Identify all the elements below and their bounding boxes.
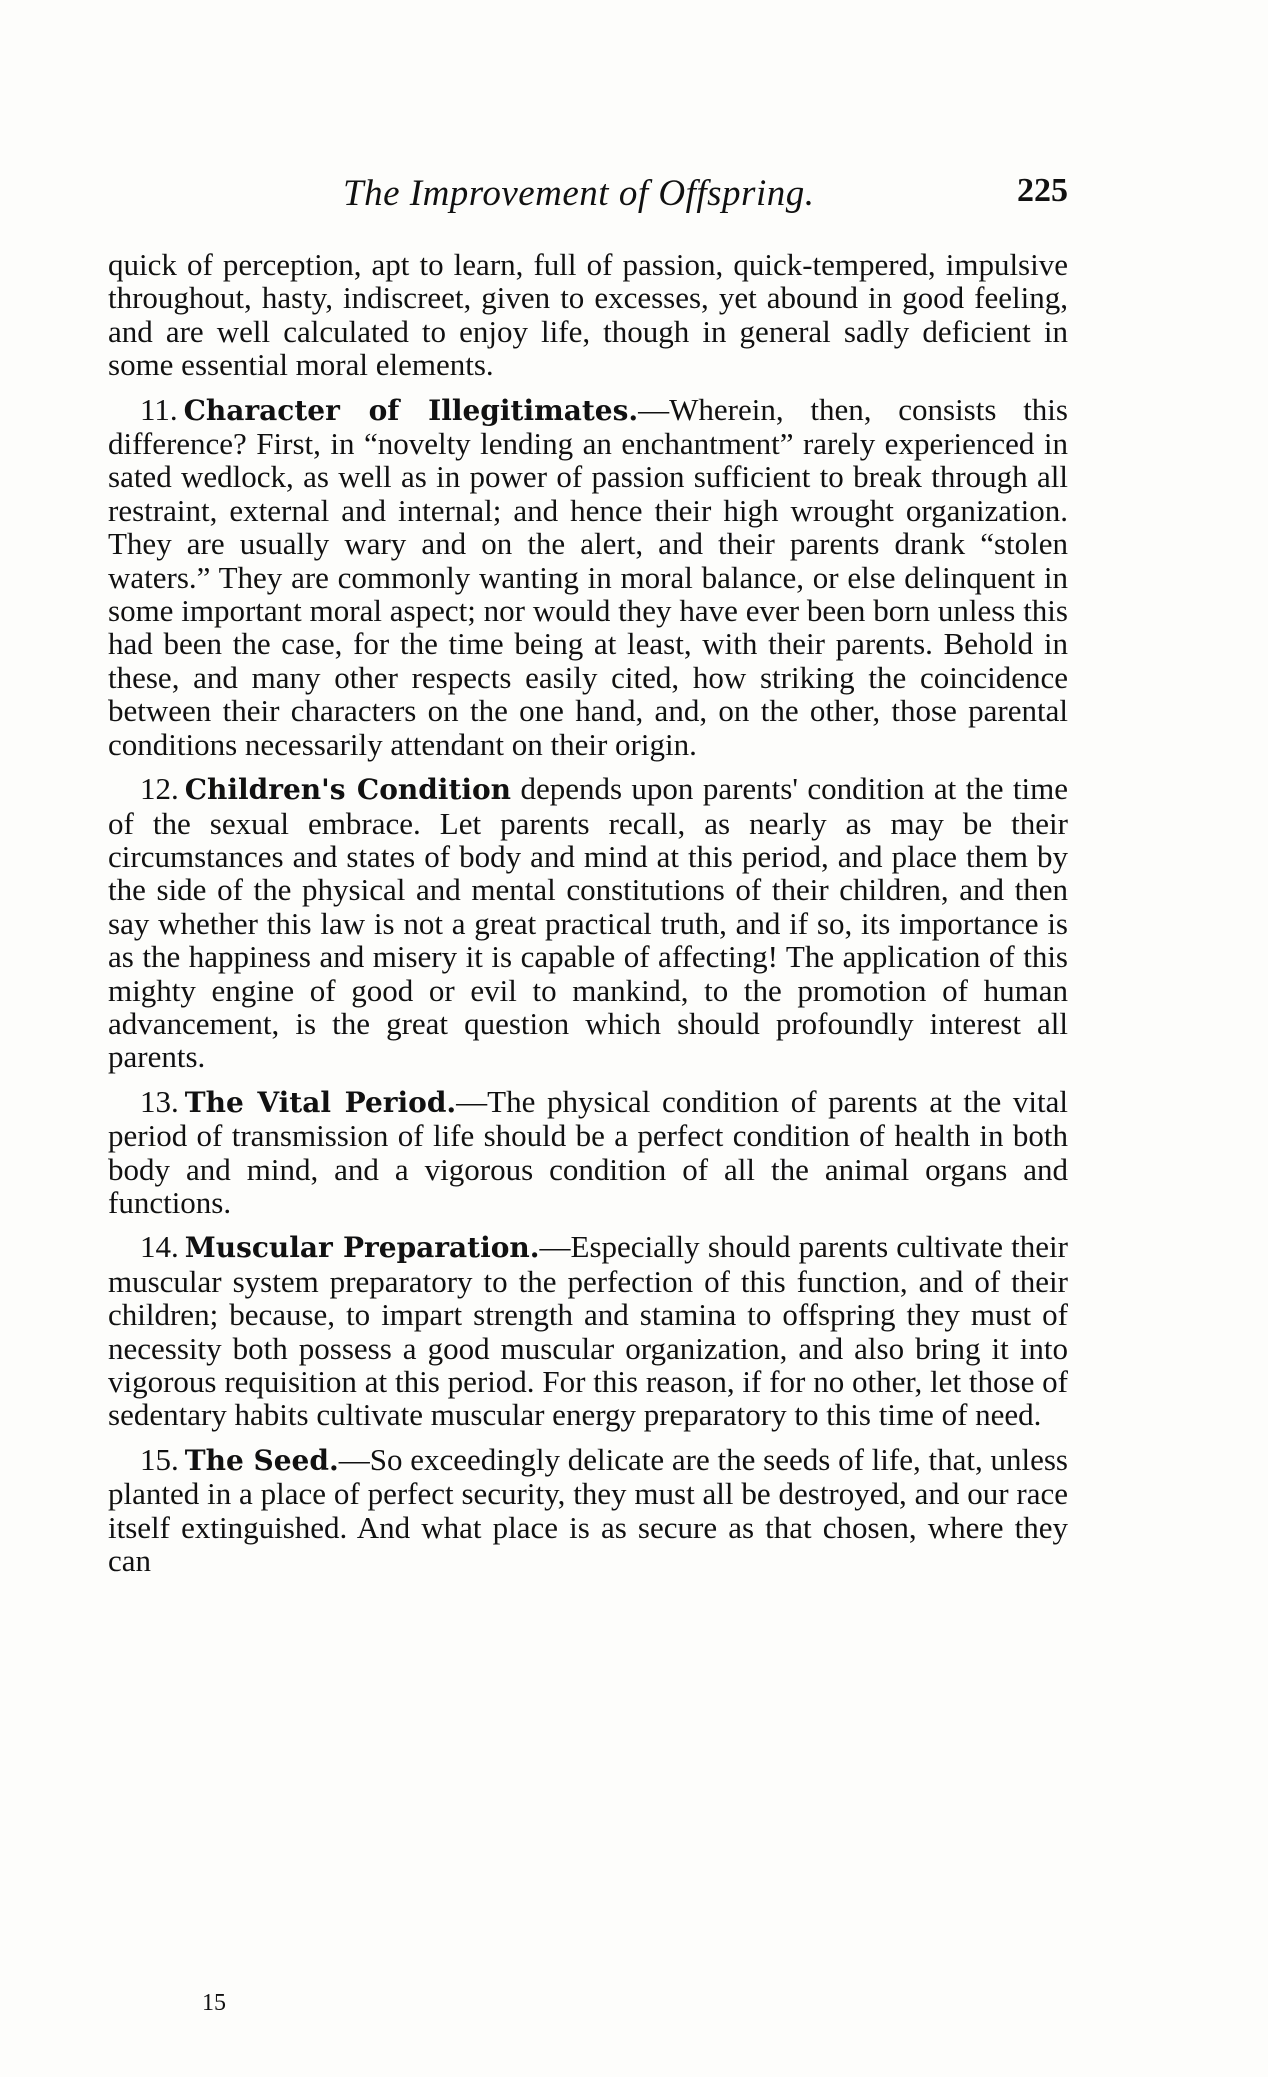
paragraph-14 [108, 1230, 1068, 1431]
paragraph-continuation [108, 248, 1068, 382]
paragraph-number: 12. [140, 771, 179, 807]
paragraph-number: 11. [140, 391, 178, 427]
paragraph-text: quick of perception, apt to learn, full of passion, quick-tempered, impulsive throughout, hasty, indiscreet, given to excesses, yet abound in good feeling, and are well calculated to enjoy life, though in general sadly deficient in some essential moral elements. [108, 247, 1068, 383]
paragraph-number: 14. [140, 1229, 179, 1265]
paragraph-text: —Especially should parents cultivate their muscular system preparatory to the perfection of this function, and of their children; because, to impart strength and stamina to offspring they must of necessity both possess a good muscular organization, and also bring it into vigorous requisition at this period. For this reason, if for no other, let those of sedentary habits cultivate muscular energy preparatory to this time of need. [108, 1229, 1068, 1433]
paragraph-15 [108, 1443, 1068, 1578]
paragraph-heading: The Vital Period. [184, 1085, 457, 1119]
paragraph-number: 13. [140, 1083, 179, 1119]
paragraph-heading: Muscular Preparation. [184, 1231, 540, 1265]
signature-mark: 15 [202, 1990, 226, 2016]
paragraph-heading: Children's Condition [184, 773, 512, 807]
paragraph-12 [108, 772, 1068, 1074]
running-title: The Improvement of Offspring. [343, 173, 815, 214]
paragraph-13 [108, 1085, 1068, 1220]
paragraph-text: depends upon parents' condition at the time of the sexual embrace. Let parents recall, as nearly as may be their circumstances and states of body and mind at this period, and place them by the side of the physical and mental constitutions of their children, and then say whether this law is not a great practical truth, and if so, its importance is as the happiness and misery it is capable of affecting! The application of this mighty engine of good or evil to mankind, to the promotion of human advancement, is the great question which should profoundly interest all parents. [108, 771, 1068, 1075]
running-header [108, 172, 1068, 232]
page-number: 225 [1017, 172, 1068, 209]
paragraph-text: —So exceedingly delicate are the seeds of life, that, unless planted in a place of perfect security, they must all be destroyed, and our race itself extinguished. And what place is as secure as that chosen, where they can [108, 1441, 1068, 1579]
paragraph-11 [108, 393, 1068, 761]
paragraph-text: —Wherein, then, consists this difference? First, in “novelty lending an enchantment” rarely experienced in sated wedlock, as well as in power of passion sufficient to break through all restraint, external and internal; and hence their high wrought organization. They are usually wary and on the alert, and their parents drank “stolen waters.” They are commonly wanting in moral balance, or else delinquent in some important moral aspect; nor would they have ever been born unless this had been the case, for the time being at least, with their parents. Behold in these, and many other respects easily cited, how striking the coincidence between their characters on the one hand, and, on the other, those parental conditions necessarily attendant on their origin. [108, 391, 1068, 762]
body-text [108, 248, 1068, 1588]
paragraph-number: 15. [140, 1441, 179, 1477]
paragraph-heading: Character of Illegitimates. [183, 393, 639, 427]
paragraph-heading: The Seed. [184, 1443, 339, 1477]
paragraph-text: —The physical condition of parents at the vital period of transmission of life should be a perfect condition of health in both body and mind, and a vigorous condition of all the animal organs and functions. [108, 1083, 1068, 1220]
